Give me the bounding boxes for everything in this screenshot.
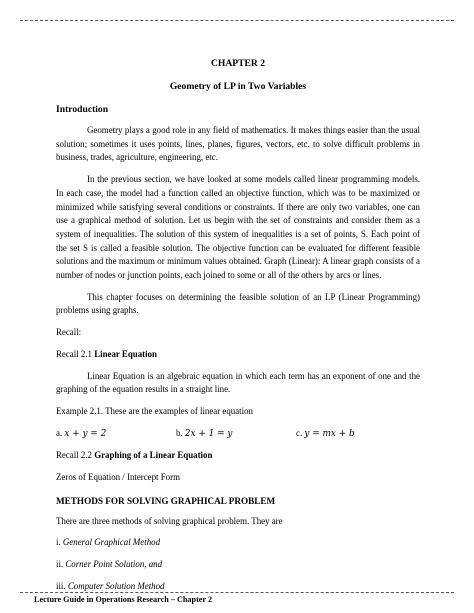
intro-paragraph-2: In the previous section, we have looked at some models called linear programming models. In each case, the model had a function called an objective function, which was to be maximized or minimized while satisfying several conditions or constraints. If there are only two variables, one can use a graphical method of solution. Let us begin with the set of constraints and consider them as a system of inequalities. The solution of this system of inequalities is a set of points, S. Each point of the set S is called a feasible solution. The objective function can be evaluated for different feasible solutions and the maximum or minimum values obtained. Graph (Linear): A linear graph consists of a number of nodes or junction points, each joined to some or all of the others by arcs or lines. xyxy=(56,174,420,281)
recall-2-1 xyxy=(56,348,420,362)
top-border xyxy=(20,20,454,21)
recall-2-2-title: Graphing of a Linear Equation xyxy=(94,450,213,461)
equation-list xyxy=(56,427,420,442)
chapter-title: Geometry of LP in Two Variables xyxy=(169,81,307,92)
page-content xyxy=(56,58,420,594)
equation-a: a. x + y = 2 xyxy=(56,427,107,439)
method-item-1-name: General Graphical Method xyxy=(62,537,161,548)
recall-label: Recall: xyxy=(56,327,82,338)
equation-c-expr: y = mx + b xyxy=(304,428,355,439)
chapter-label: CHAPTER 2 xyxy=(210,58,266,69)
equation-a-expr: x + y = 2 xyxy=(64,428,107,439)
equation-b-expr: 2x + 1 = y xyxy=(184,428,233,439)
equation-c: c. y = mx + b xyxy=(296,427,355,439)
equation-b: b. 2x + 1 = y xyxy=(176,427,233,439)
zeros-of-equation: Zeros of Equation / Intercept Form xyxy=(56,472,180,483)
intro-paragraph-3: This chapter focuses on determining the feasible solution of an LP (Linear Programming) problems using graphs. xyxy=(56,291,420,316)
recall-2-1-prefix: Recall 2.1 xyxy=(56,348,95,359)
method-item-3-name: Computer Solution Method xyxy=(67,580,165,591)
example-2-1: Example 2.1. These are the examples of linear equation xyxy=(56,405,253,416)
recall-2-1-title: Linear Equation xyxy=(94,348,157,359)
page-footer: Lecture Guide in Operations Research – Chapter 2 xyxy=(34,595,213,604)
method-item-2-name: Corner Point Solution, and xyxy=(65,559,163,570)
method-item-3: iii. Computer Solution Method xyxy=(56,580,165,591)
methods-heading: METHODS FOR SOLVING GRAPHICAL PROBLEM xyxy=(56,495,276,506)
linear-equation-paragraph: Linear Equation is an algebraic equation in which each term has an exponent of one and the graphing of the equation results in a straight line. xyxy=(56,370,420,395)
method-item-2: ii. Corner Point Solution, and xyxy=(56,559,163,570)
recall-2-2 xyxy=(56,449,420,463)
footer-border xyxy=(20,592,454,593)
intro-heading: Introduction xyxy=(56,104,109,115)
method-item-1: i. General Graphical Method xyxy=(56,537,161,548)
intro-paragraph-1: Geometry plays a good role in any field of mathematics. It makes things easier than the usual solution; sometimes it uses points, lines, planes, figures, vectors, etc. to solve difficult problems in business, trades, agriculture, engineering, etc. xyxy=(56,125,420,163)
recall-2-2-prefix: Recall 2.2 xyxy=(56,450,95,461)
methods-intro: There are three methods of solving graphical problem. They are xyxy=(56,515,283,526)
